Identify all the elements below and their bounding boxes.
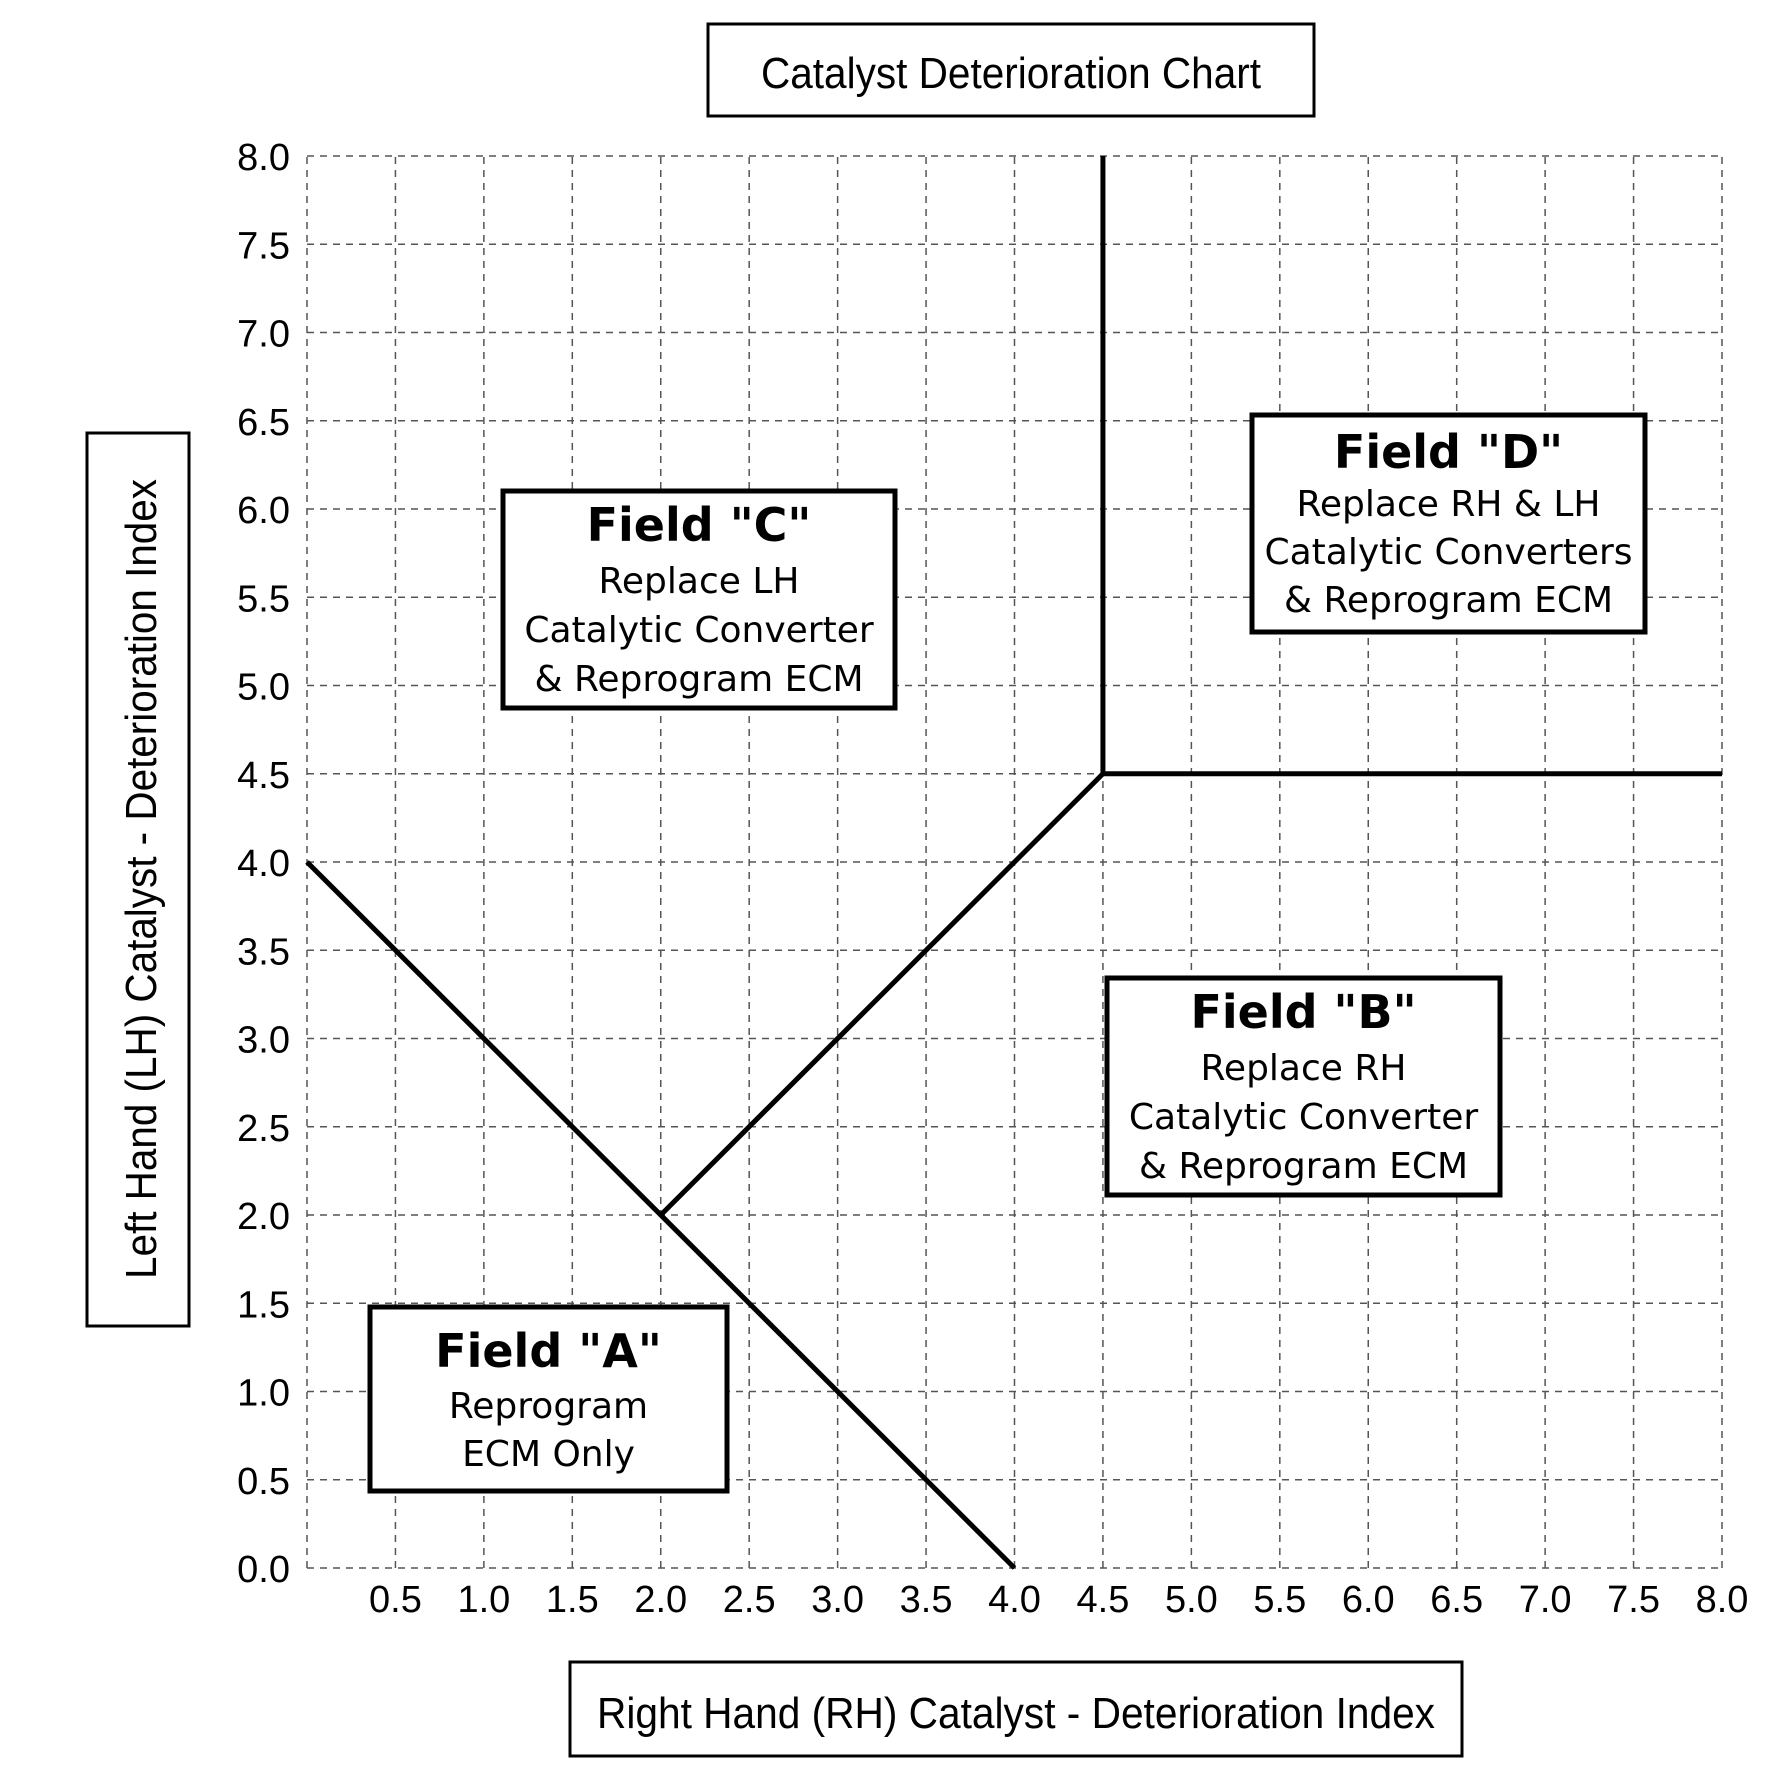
field-c-title: Field "C" [586, 498, 812, 552]
field-a-title: Field "A" [435, 1324, 662, 1378]
y-tick-label: 5.5 [237, 578, 290, 621]
y-tick-label: 1.0 [237, 1372, 290, 1415]
y-tick-label: 7.5 [237, 225, 290, 268]
field-c-box [503, 491, 895, 708]
x-tick-label: 5.5 [1253, 1579, 1307, 1621]
y-tick-label: 8.0 [237, 137, 290, 179]
x-tick-label: 1.0 [457, 1579, 511, 1621]
field-a-text: Reprogram [448, 1386, 649, 1427]
x-tick-label: 1.5 [545, 1579, 599, 1621]
x-tick-label: 2.5 [722, 1579, 776, 1621]
field-boxes [370, 415, 1645, 1491]
field-d-text: & Reprogram ECM [1283, 580, 1614, 621]
field-a-box [370, 1307, 727, 1491]
y-tick-label: 5.0 [237, 666, 290, 709]
field-a-text: ECM Only [462, 1434, 635, 1475]
x-tick-label: 6.0 [1341, 1579, 1395, 1621]
y-axis-label: Left Hand (LH) Catalyst - Deterioration Index [117, 408, 166, 1279]
y-tick-label: 6.0 [237, 490, 290, 532]
y-tick-label: 6.5 [237, 401, 290, 444]
x-tick-label: 4.5 [1076, 1579, 1130, 1621]
field-b-title: Field "B" [1190, 985, 1417, 1039]
field-b-text: Catalytic Converter [1128, 1097, 1479, 1138]
field-d-text: Replace RH & LH [1296, 484, 1601, 525]
field-b-text: & Reprogram ECM [1138, 1146, 1469, 1187]
chart-title: Catalyst Deterioration Chart [761, 49, 1261, 98]
x-axis-label: Right Hand (RH) Catalyst - Deterioration Index [597, 1689, 1435, 1738]
x-tick-label: 3.5 [899, 1579, 953, 1621]
x-tick-label: 8.0 [1695, 1579, 1749, 1621]
y-tick-label: 2.5 [237, 1107, 290, 1150]
x-tick-label: 7.0 [1518, 1579, 1572, 1621]
y-tick-label: 2.0 [237, 1196, 290, 1238]
field-d-box [1252, 415, 1645, 632]
x-tick-label: 0.5 [369, 1579, 422, 1621]
x-tick-label: 7.5 [1607, 1579, 1660, 1621]
field-c-text: Catalytic Converter [524, 610, 874, 651]
field-c-text: Replace LH [598, 561, 800, 602]
y-tick-label: 7.0 [237, 313, 290, 356]
y-tick-label: 3.5 [237, 931, 290, 974]
field-c-text: & Reprogram ECM [534, 659, 864, 700]
y-tick-label: 4.0 [237, 843, 290, 885]
y-tick-label: 0.0 [237, 1549, 290, 1591]
field-b-box [1107, 978, 1500, 1195]
y-tick-labels [237, 137, 290, 1591]
x-tick-label: 2.0 [634, 1579, 688, 1621]
x-tick-label: 4.0 [988, 1579, 1041, 1621]
x-tick-label: 5.0 [1164, 1579, 1218, 1621]
x-tick-label: 6.5 [1430, 1579, 1484, 1621]
x-tick-label: 3.0 [811, 1579, 865, 1621]
y-tick-label: 0.5 [237, 1460, 290, 1503]
x-tick-labels [369, 1579, 1748, 1621]
y-tick-label: 4.5 [237, 754, 290, 797]
y-tick-label: 1.5 [237, 1284, 290, 1327]
field-b-text: Replace RH [1200, 1048, 1407, 1089]
field-d-title: Field "D" [1333, 425, 1564, 479]
field-d-text: Catalytic Converters [1264, 532, 1633, 573]
boundary-line [661, 774, 1103, 1215]
y-tick-label: 3.0 [237, 1019, 290, 1062]
